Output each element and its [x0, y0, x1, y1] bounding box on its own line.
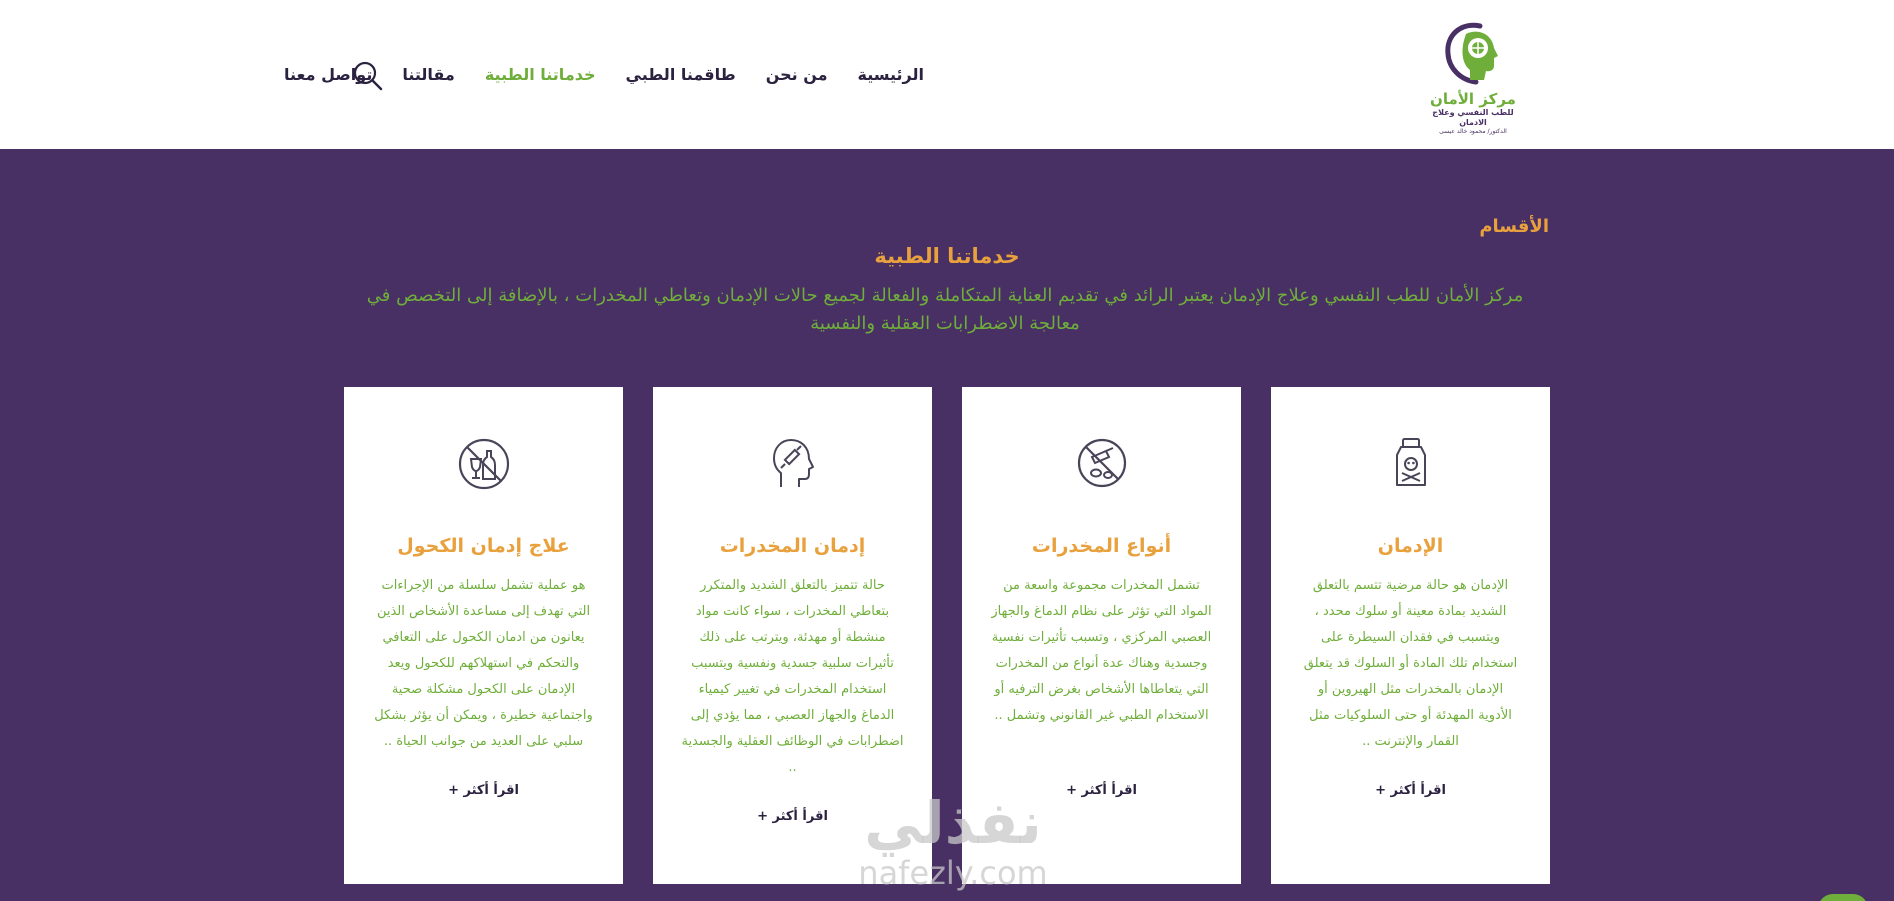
section-label: الأقسام	[1479, 216, 1549, 237]
watermark-logo	[838, 790, 1068, 901]
site-logo[interactable]	[1418, 20, 1528, 135]
floating-chat-button[interactable]	[1818, 894, 1868, 901]
no-alcohol-icon	[457, 437, 511, 491]
poison-bottle-icon	[1391, 437, 1431, 489]
read-more-button[interactable]: اقرأ أكثر +	[448, 783, 519, 798]
logo-doctor: الدكتور/ محمود خالد عيسى	[1439, 128, 1507, 135]
site-header	[0, 0, 1894, 149]
watermark-latin: nafezly.com	[858, 854, 1048, 892]
logo-subtitle: للطب النفسي وعلاج الادمان	[1432, 108, 1514, 127]
nav-medical-services[interactable]: خدماتنا الطبية	[484, 64, 596, 84]
nav-medical-staff[interactable]: طاقمنا الطبي	[625, 64, 736, 84]
card-title: الإدمان	[1377, 535, 1444, 557]
card-text: هو عملية تشمل سلسلة من الإجراءات التي تهدف إلى مساعدة الأشخاص الذين يعانون من ادمان الكحول على التعافي والتحكم في استهلاكهم للكحول ويعد الإدمان على الكحول مشكلة صحية واجتماعية خطيرة ، ويمكن أن يؤثر بشكل سلبي على العديد من جوانب الحياة ..	[374, 578, 593, 749]
nav-contact[interactable]: تواصل معنا	[284, 64, 373, 84]
read-more-button[interactable]: اقرأ أكثر +	[757, 809, 828, 824]
nav-home[interactable]: الرئيسية	[857, 64, 924, 84]
read-more-button[interactable]: اقرأ أكثر +	[1375, 783, 1446, 798]
card-text: حالة تتميز بالتعلق الشديد والمتكرر بتعاطي المخدرات ، سواء كانت مواد منشطة أو مهدئة، ويترتب على ذلك تأثيرات سلبية جسدية ونفسية ويتسبب استخدام المخدرات في تغيير كيمياء الدماغ والجهاز العصبي ، مما يؤدي إلى اضطرابات في الوظائف العقلية والجسدية ..	[681, 578, 904, 775]
watermark-arabic: نفذلي	[864, 789, 1042, 857]
card-title: إدمان المخدرات	[719, 535, 866, 557]
section-title: خدماتنا الطبية	[874, 244, 1020, 268]
card-text: تشمل المخدرات مجموعة واسعة من المواد التي تؤثر على نظام الدماغ والجهاز العصبي المركزي ، وتسبب تأثيرات نفسية وجسدية وهناك عدة أنواع من المخدرات التي يتعاطاها الأشخاص بغرض الترفيه أو الاستخدام الطبي غير القانوني وتشمل ..	[991, 578, 1212, 723]
card-title: أنواع المخدرات	[1031, 535, 1172, 557]
nav-articles[interactable]: مقالتنا	[402, 64, 455, 84]
card-title: علاج إدمان الكحول	[397, 535, 570, 557]
search-icon	[352, 60, 384, 92]
no-drugs-icon	[1076, 437, 1128, 489]
search-button[interactable]	[352, 60, 384, 92]
head-syringe-icon	[771, 437, 815, 491]
service-card-alcohol-treatment	[344, 387, 623, 884]
section-intro: مركز الأمان للطب النفسي وعلاج الإدمان يعتبر الرائد في تقديم العناية المتكاملة والفعالة لجميع حالات الإدمان وتعاطي المخدرات ، بالإضافة إلى التخصص في معالجة الاضطرابات العقلية والنفسية	[366, 285, 1524, 334]
logo-title: مركز الأمان	[1430, 90, 1516, 108]
nav-about[interactable]: من نحن	[765, 64, 828, 84]
service-card-addiction	[1271, 387, 1550, 884]
read-more-button[interactable]: اقرأ أكثر +	[1066, 783, 1137, 798]
card-text: الإدمان هو حالة مرضية تتسم بالتعلق الشديد بمادة معينة أو سلوك محدد ، ويتسبب في فقدان السيطرة على استخدام تلك المادة أو السلوك قد يتعلق الإدمان بالمخدرات مثل الهيروين أو الأدوية المهدئة أو حتى السلوكيات مثل القمار والإنترنت ..	[1303, 578, 1518, 749]
logo-head-icon	[1440, 20, 1506, 88]
